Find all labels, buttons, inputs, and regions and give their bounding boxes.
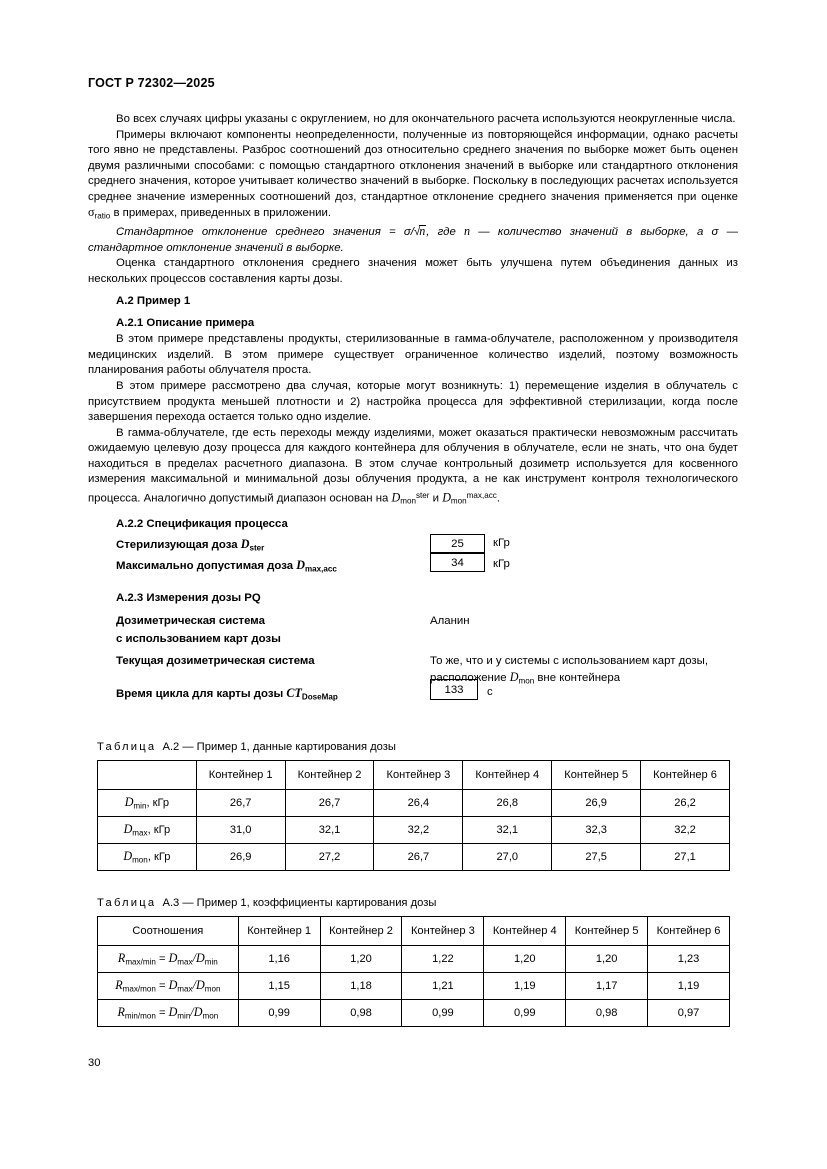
- rmaxmin-numerator-symbol: D: [168, 951, 178, 966]
- table-a3-header-cell-4: Контейнер 4: [484, 917, 566, 946]
- heading-a2: А.2 Пример 1: [116, 295, 191, 308]
- body-text-block: [88, 112, 738, 509]
- dmon-ster-superscript: ster: [415, 490, 430, 500]
- paragraph-rounding: [88, 112, 738, 128]
- sigma-subscript: ratio: [94, 211, 111, 221]
- table-a3-cell: 0,99: [402, 1000, 484, 1027]
- formula-sd-text-b: , где: [426, 226, 465, 239]
- label-dosimetry-system-line2: с использованием карт дозы: [116, 633, 281, 645]
- rminmon-numerator-subscript: min: [177, 1011, 191, 1021]
- paragraph-gamma-irradiator: [88, 426, 738, 509]
- table-a3-cell: 1,23: [648, 946, 730, 973]
- rmaxmin-symbol: R: [117, 951, 126, 966]
- dmon-maxacc-symbol: D: [442, 490, 451, 505]
- table-a3-cell: 1,19: [648, 973, 730, 1000]
- rminmon-numerator-symbol: D: [168, 1005, 178, 1020]
- table-a3-rowlabel-rmaxmin: [98, 946, 239, 973]
- sigma-symbol: σ: [88, 205, 95, 220]
- table-a2-cell: 27,0: [463, 844, 552, 871]
- rminmon-slash: /: [190, 1005, 194, 1020]
- table-a2-cell: 27,2: [285, 844, 374, 871]
- table-a2-caption-prefix: Таблица: [97, 741, 157, 753]
- table-a3-header-cell-3: Контейнер 3: [402, 917, 484, 946]
- page-running-header: ГОСТ Р 72302—2025: [88, 76, 215, 90]
- table-a2-cell: 26,9: [196, 844, 285, 871]
- table-a2-rowlabel-dmin: [98, 790, 197, 817]
- dmon-symbol: D: [509, 669, 519, 684]
- unit-cycle-time: с: [487, 686, 493, 698]
- table-row: [98, 973, 730, 1000]
- dmon-table-subscript: mon: [132, 855, 148, 865]
- table-a3-rowlabel-rmaxmon: [98, 973, 239, 1000]
- table-a3-cell: 1,20: [320, 946, 402, 973]
- value-box-sterilizing-dose[interactable]: 25: [430, 534, 485, 553]
- table-a3-cell: 1,20: [566, 946, 648, 973]
- dmin-unit: , кГр: [146, 797, 170, 810]
- dmon-ster-subscript: mon: [400, 496, 416, 506]
- table-a2-header-cell-1: Контейнер 1: [196, 761, 285, 790]
- spec-label-sterilizing-dose: [116, 537, 264, 552]
- table-a2-caption: [97, 741, 396, 753]
- table-a2-header-row: [98, 761, 730, 790]
- table-a3-header-cell-5: Контейнер 5: [566, 917, 648, 946]
- spec-label-sterilizing-dose-text: Стерилизующая доза: [116, 539, 241, 551]
- ct-symbol: CT: [286, 686, 302, 700]
- paragraph-uncertainty-text-b: в примерах, приведенных в приложении.: [110, 207, 332, 220]
- rmaxmin-denominator-subscript: min: [204, 957, 218, 967]
- table-a2-header-cell-5: Контейнер 5: [552, 761, 641, 790]
- rmaxmon-equals: =: [155, 980, 169, 993]
- paragraph-example-intro-text: В этом примере представлены продукты, стерилизованные в гамма-облучателе, расположенном у производителя медицинских изделий. В этом примере существует ограниченное количество изделий, поэтому возможность планирования работы облучателя проста.: [88, 333, 738, 377]
- table-a3-caption: [97, 897, 436, 909]
- rmaxmon-subscript: max/mon: [122, 984, 156, 994]
- table-a3-caption-rest: А.3 — Пример 1, коэффициенты картирования дозы: [162, 897, 437, 909]
- table-a3-header-cell-0: Соотношения: [98, 917, 239, 946]
- table-a2-header-cell-2: Контейнер 2: [285, 761, 374, 790]
- unit-max-acceptable-dose: кГр: [493, 558, 510, 570]
- heading-a21: А.2.1 Описание примера: [116, 316, 255, 329]
- paragraph-uncertainty-text-a: Примеры включают компоненты неопределенности, полученные из повторяющейся информации, однако расчеты того явно не представлены. Разброс соотношений доз относительно среднего значения по выборке может быть оценен двумя различными способами: с помощью стандартного отклонения значений в выборке или стандартного отклонения среднего значения, которое учитывает количество значений в выборке. Поскольку в последующих расчетах используется среднее значение измеренных соотношений доз, стандартное отклонение среднего значения применяется при оценке: [88, 128, 738, 203]
- dmon-ster-symbol: D: [391, 490, 401, 505]
- value-current-dosimetry-text-b: вне контейнера: [534, 671, 621, 684]
- sqrt-symbol: √: [413, 226, 421, 239]
- formula-sd-n2: n: [464, 224, 471, 239]
- table-a3-cell: 0,99: [238, 1000, 320, 1027]
- table-a3-cell: 1,21: [402, 973, 484, 1000]
- table-a3-cell: 0,98: [566, 1000, 648, 1027]
- rminmon-subscript: min/mon: [124, 1011, 156, 1021]
- table-a3-cell: 1,19: [484, 973, 566, 1000]
- paragraph-gamma-text-a: В гамма-облучателе, где есть переходы между изделиями, может оказаться практически невозможным рассчитать ожидаемую целевую дозу процесса для каждого контейнера для облучения в облучателе, если не знать, что она будет находиться в пределах расчетного диапазона. В этом случае контрольный дозиметр используется для косвенного измерения максимальной и минимальной дозы облучения продукта, а не как инструмент контроля технологического процесса. Аналогично допустимый диапазон основан на: [88, 426, 738, 505]
- table-a2-cell: 32,3: [552, 817, 641, 844]
- dmin-subscript: min: [133, 801, 147, 811]
- rminmon-symbol: R: [117, 1005, 125, 1020]
- rmaxmin-numerator-subscript: max: [177, 957, 193, 967]
- table-a2-cell: 26,4: [374, 790, 463, 817]
- table-row: [98, 946, 730, 973]
- paragraph-rounding-text: Во всех случаях цифры указаны с округлением, но для окончательного расчета используются неокругленные числа.: [116, 113, 736, 125]
- table-a3-cell: 1,16: [238, 946, 320, 973]
- rmaxmon-numerator-subscript: max: [177, 984, 193, 994]
- formula-sd-n: n: [419, 224, 426, 239]
- rmaxmon-numerator-symbol: D: [168, 978, 178, 993]
- dster-symbol: D: [240, 537, 250, 551]
- table-a2-cell: 31,0: [196, 817, 285, 844]
- paragraph-gamma-conjunction: и: [429, 492, 443, 505]
- rmaxmin-equals: =: [155, 953, 169, 966]
- paragraph-two-cases-text: В этом примере рассмотрено два случая, которые могут возникнуть: 1) перемещение изделия в облучатель с присутствием продукта меньшей плотности и 2) настройка процесса для эффективной стерилизации, когда после завершения перехода остается только одно изделие.: [88, 380, 738, 424]
- table-a2-rowlabel-dmax: [98, 817, 197, 844]
- unit-sterilizing-dose: кГр: [493, 537, 510, 549]
- dmax-symbol: D: [123, 822, 133, 837]
- dmin-symbol: D: [124, 795, 134, 810]
- rminmon-equals: =: [155, 1007, 169, 1020]
- table-a2-header-cell-3: Контейнер 3: [374, 761, 463, 790]
- paragraph-two-cases: [88, 379, 738, 426]
- rmaxmin-denominator-symbol: D: [195, 951, 205, 966]
- formula-sd-text-c: — количество значений в выборке, а σ — стандартное отклонение значений в выборке.: [88, 226, 739, 254]
- dmaxacc-subscript: max,acc: [304, 564, 337, 574]
- table-a2-cell: 26,7: [196, 790, 285, 817]
- rmaxmon-denominator-subscript: mon: [204, 984, 221, 994]
- dmon-table-symbol: D: [123, 849, 133, 864]
- dmax-subscript: max: [132, 828, 148, 838]
- table-row: [98, 790, 730, 817]
- table-row: [98, 817, 730, 844]
- table-a3: [97, 916, 730, 1027]
- table-a3-cell: 1,18: [320, 973, 402, 1000]
- label-cycle-time-text: Время цикла для карты дозы: [116, 688, 287, 700]
- dmax-unit: , кГр: [147, 824, 171, 837]
- table-a3-cell: 1,20: [484, 946, 566, 973]
- dmon-subscript: mon: [518, 675, 535, 685]
- table-a3-header-cell-1: Контейнер 1: [238, 917, 320, 946]
- heading-a22: А.2.2 Спецификация процесса: [116, 518, 288, 530]
- rmaxmon-denominator-symbol: D: [195, 978, 205, 993]
- table-a2-caption-rest: А.2 — Пример 1, данные картирования дозы: [162, 741, 396, 753]
- rminmon-denominator-symbol: D: [193, 1005, 203, 1020]
- table-a2-cell: 32,2: [374, 817, 463, 844]
- table-a3-cell: 0,98: [320, 1000, 402, 1027]
- table-a3-rowlabel-rminmon: [98, 1000, 239, 1027]
- table-a3-header-cell-2: Контейнер 2: [320, 917, 402, 946]
- rmaxmon-symbol: R: [115, 978, 123, 993]
- table-a3-cell: 0,97: [648, 1000, 730, 1027]
- table-a2-cell: 32,1: [463, 817, 552, 844]
- table-a2-header-cell-4: Контейнер 4: [463, 761, 552, 790]
- table-a2-cell: 26,2: [641, 790, 730, 817]
- table-row: [98, 1000, 730, 1027]
- table-a2-cell: 32,1: [285, 817, 374, 844]
- table-a2-rowlabel-dmon: [98, 844, 197, 871]
- table-a3-caption-prefix: Таблица: [97, 897, 157, 909]
- table-a2-cell: 26,7: [285, 790, 374, 817]
- paragraph-formula-sd: [88, 224, 738, 256]
- paragraph-estimate-improvement: [88, 256, 738, 287]
- value-box-max-acceptable-dose[interactable]: 34: [430, 553, 485, 572]
- paragraph-gamma-period: .: [496, 492, 500, 505]
- dmon-unit: , кГр: [147, 851, 171, 864]
- table-a2-cell: 26,8: [463, 790, 552, 817]
- table-a3-header-row: [98, 917, 730, 946]
- heading-a23: А.2.3 Измерения дозы PQ: [116, 592, 261, 604]
- page-number: 30: [88, 1057, 101, 1069]
- rmaxmon-slash: /: [192, 978, 196, 993]
- dmon-maxacc-superscript: max,acc: [466, 490, 497, 500]
- table-a3-cell: 1,15: [238, 973, 320, 1000]
- table-a2-cell: 27,1: [641, 844, 730, 871]
- table-a3-header-cell-6: Контейнер 6: [648, 917, 730, 946]
- table-a3-cell: 1,17: [566, 973, 648, 1000]
- formula-sd-text-a: Стандартное отклонение среднего значения = σ/: [116, 226, 414, 239]
- value-current-dosimetry-text-a: То же, что и у системы с использованием карт дозы, расположение: [430, 655, 709, 684]
- value-dosimetry-system: Аланин: [430, 615, 470, 627]
- dmaxacc-symbol: D: [296, 558, 305, 572]
- table-a2: [97, 760, 730, 871]
- table-a2-cell: 26,9: [552, 790, 641, 817]
- value-box-cycle-time[interactable]: 133: [430, 679, 478, 700]
- rminmon-denominator-subscript: mon: [202, 1011, 219, 1021]
- paragraph-estimate-text: Оценка стандартного отклонения среднего значения может быть улучшена путем объединения данных из нескольких процессов составления карты дозы.: [88, 257, 738, 285]
- table-a2-header-cell-0: [98, 761, 197, 790]
- table-a3-cell: 0,99: [484, 1000, 566, 1027]
- table-row: [98, 844, 730, 871]
- ct-subscript: DoseMap: [301, 692, 338, 702]
- label-dosimetry-system-line1: Дозиметрическая система: [116, 615, 265, 627]
- spec-label-max-acceptable-dose-text: Максимально допустимая доза: [116, 560, 297, 572]
- table-a2-cell: 26,7: [374, 844, 463, 871]
- label-current-dosimetry-system: Текущая дозиметрическая система: [116, 655, 315, 667]
- label-cycle-time-dosemap: [116, 686, 338, 701]
- rmaxmin-subscript: max/min: [125, 957, 156, 967]
- spec-label-max-acceptable-dose: [116, 558, 337, 573]
- dster-subscript: ster: [249, 543, 265, 553]
- table-a2-cell: 27,5: [552, 844, 641, 871]
- table-a3-cell: 1,22: [402, 946, 484, 973]
- paragraph-example-intro: [88, 332, 738, 379]
- table-a2-header-cell-6: Контейнер 6: [641, 761, 730, 790]
- table-a2-cell: 32,2: [641, 817, 730, 844]
- dmon-maxacc-subscript: mon: [450, 496, 467, 506]
- paragraph-uncertainty: [88, 128, 738, 225]
- rmaxmin-slash: /: [192, 951, 196, 966]
